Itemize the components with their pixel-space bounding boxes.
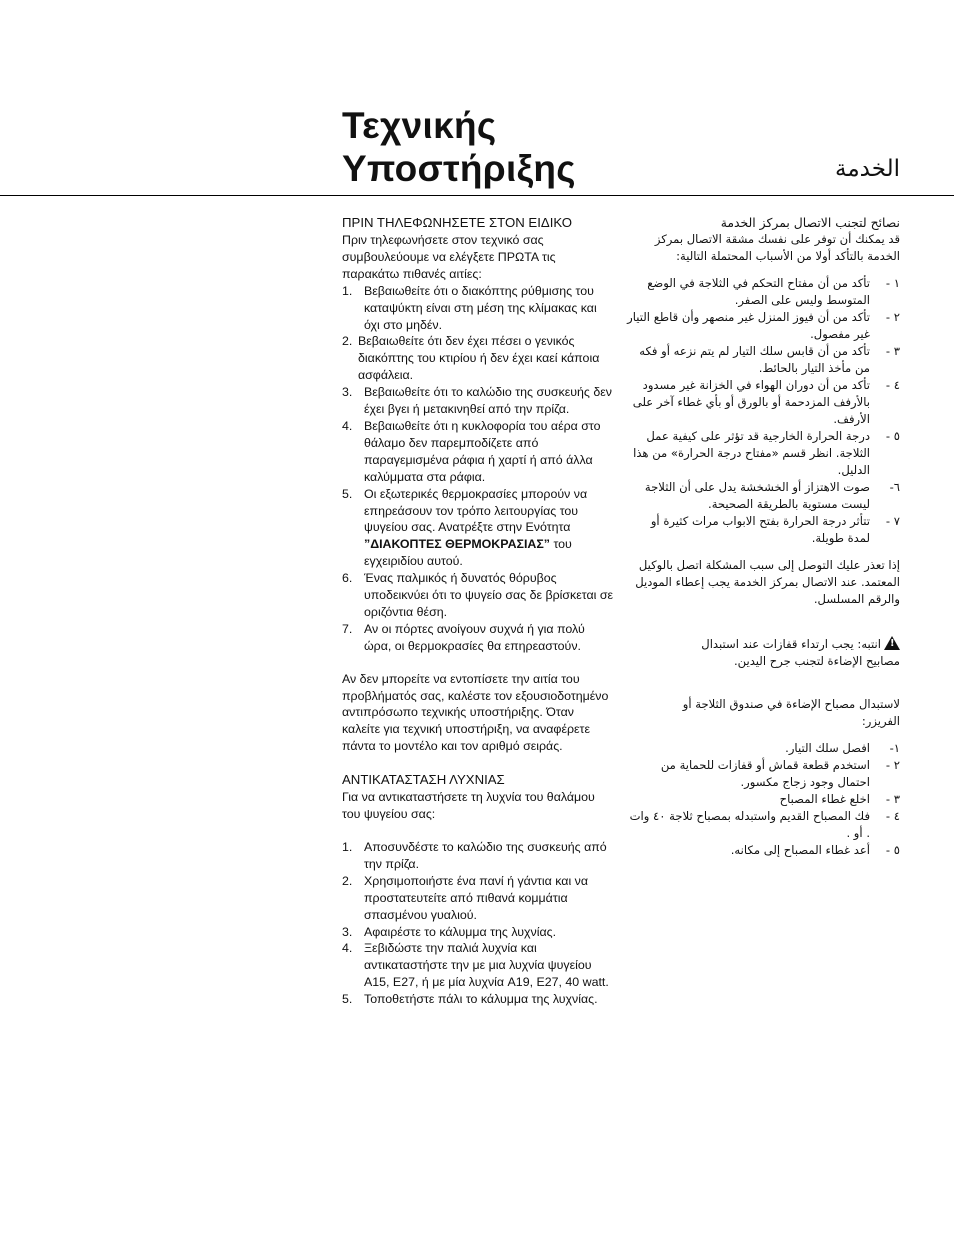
greek-heading-before-calling: ΠΡΙΝ ΤΗΛΕΦΩΝΗΣΕΤΕ ΣΤΟΝ ΕΙΔΙΚΟ <box>342 215 573 230</box>
list-item: 2. Βεβαιωθείτε ότι δεν έχει πέσει ο γενικός διακόπτης του κτιρίου ή δεν έχει καεί κάποια ασφάλεια. <box>342 334 600 383</box>
list-item: ٣ - تأكد من أن قابس سلك التيار لم يتم نزعه أو فكه من مأخذ التيار بالحائط. <box>639 344 900 375</box>
list-item: ٦- صوت الاهتزاز أو الخشخشة يدل على أن الثلاجة ليست مستوية بالطريقة الصحيحة. <box>644 480 900 511</box>
arabic-heading-before-calling: نصائح لتجنب الاتصال بمركز الخدمة <box>720 215 900 230</box>
list-item: ٧ - تتأثر درجة الحرارة بفتح الابواب مرات كثيرة أو لمدة طويلة. <box>650 514 900 545</box>
greek-contact-paragraph: Αν δεν μπορείτε να εντοπίσετε την αιτία του προβλήματός σας, καλέστε τον εξουσιοδοτημένο αντιπρόσωπο τεχνικής υποστήριξης. Όταν καλείτε για τεχνική υποστήριξη, να αναφέρετε πάντα το μοντέλο και τον αριθμό σειράς. <box>342 671 609 754</box>
list-item: 3. Αφαιρέστε το κάλυμμα της λυχνίας. <box>342 924 557 939</box>
list-item: 4. Ξεβιδώστε την παλιά λυχνία και αντικαταστήστε την με μια λυχνία ψυγείου A15, E27, ή με μία λυχνία A19, E27, 40 watt. <box>342 941 609 990</box>
title-line-2: Υποστήριξης <box>342 148 576 189</box>
list-item: 6. Ένας παλμικός ή δυνατός θόρυβος υποδεικνύει ότι το ψυγείο σας δε βρίσκεται σε οριζόντια θέση. <box>342 571 614 619</box>
list-item: ٢ - تأكد من أن فيوز المنزل غير منصهر وأن قاطع التيار غير مفصول. <box>627 310 900 341</box>
list-item: ٥ - أعد غطاء المصباح إلى مكانه. <box>730 843 900 857</box>
greek-lamp-intro: Για να αντικαταστήσετε τη λυχνία του θαλάμου του ψυγείου σας: <box>342 790 595 822</box>
arabic-contact-paragraph: إذا تعذر عليك التوصل إلى سبب المشكلة اتصل بالوكيل المعتمد. عند الاتصال بمركز الخدمة يجب إعطاء الموديل والرقم المسلسل. <box>635 558 900 606</box>
list-item: ٣ - اخلع غطاء المصباح <box>779 792 900 806</box>
list-item: 1. Βεβαιωθείτε ότι ο διακόπτης ρύθμισης του καταψύκτη είναι στη μέση της κλίμακας και όχι στο μηδέν. <box>342 283 597 332</box>
greek-intro: Πριν τηλεφωνήσετε στον τεχνικό σας συμβουλεύουμε να ελέγξετε ΠΡΩΤΑ τις παρακάτω πιθανές αιτίες: <box>342 233 556 281</box>
arabic-column <box>625 214 900 859</box>
arabic-warning: !انتبه: يجب ارتداء قفازات عند استبدال مصابيح الإضاءة لتجنب جرح اليدين. <box>625 636 900 670</box>
list-item: 1. Αποσυνδέστε το καλώδιο της συσκευής από την πρίζα. <box>342 840 607 871</box>
list-item: 3. Βεβαιωθείτε ότι το καλώδιο της συσκευής δεν έχει βγει ή μετακινηθεί από την πρίζα. <box>342 385 612 417</box>
arabic-intro: قد يمكنك أن توفر على نفسك مشقة الاتصال بمركز الخدمة بالتأكد أولا من الأسباب المحتملة التالية: <box>654 232 900 263</box>
greek-heading-lamp-replacement: ΑΝΤΙΚΑΤΑΣΤΑΣΗ ΛΥΧΝΙΑΣ <box>342 772 505 788</box>
page-title-arabic: الخدمة <box>835 156 900 182</box>
list-item: ٢ - استخدم قطعة قماش أو قفازات للحماية من احتمال وجود زجاج مكسور. <box>660 758 900 789</box>
greek-checklist <box>342 283 614 655</box>
arabic-checklist <box>625 275 900 547</box>
arabic-lamp-intro: لاستبدال مصباح الإضاءة في صندوق الثلاجة أو الفريزر: <box>682 697 900 728</box>
greek-column <box>342 214 614 1008</box>
list-item: ٤ - تأكد من أن دوران الهواء في الخزانة غير مسدود بالأرفف المزدحمة أو بالورق أو بأي غطاء آخر على الأرفف. <box>632 378 900 426</box>
arabic-lamp-steps <box>625 740 900 859</box>
list-item: ١- افصل سلك التيار. <box>785 741 900 755</box>
greek-lamp-steps <box>342 839 614 1008</box>
list-item: 2. Χρησιμοποιήστε ένα πανί ή γάντια και να προστατευτείτε από πιθανά κομμάτια σπασμένου γυαλιού. <box>342 873 589 922</box>
list-item: ٥ - درجة الحرارة الخارجية قد تؤثر على كيفية عمل الثلاجة. انظر قسم «مفتاح درجة الحرارة» من هذا الدليل. <box>633 429 900 477</box>
list-item: 5. Οι εξωτερικές θερμοκρασίες μπορούν να επηρεάσουν τον τρόπο λειτουργίας του ψυγείου σας. Ανατρέξτε στην Ενότητα ”ΔΙΑΚΟΠΤΕΣ ΘΕΡΜΟΚΡΑΣΙΑΣ” του εγχειριδίου αυτού. <box>342 486 588 569</box>
list-item: 4. Βεβαιωθείτε ότι η κυκλοφορία του αέρα στο θάλαμο δεν παρεμποδίζετε από παραγεμισμένα ράφια ή χαρτί ή από άλλα καλύμματα στα ράφια. <box>342 418 601 484</box>
list-item: 7. Αν οι πόρτες ανοίγουν συχνά ή για πολύ ώρα, οι θερμοκρασίες θα επηρεαστούν. <box>342 621 585 653</box>
list-item: 5. Τοποθετήστε πάλι το κάλυμμα της λυχνίας. <box>342 992 598 1007</box>
warning-icon <box>884 636 900 650</box>
title-line-1: Τεχνικής <box>342 105 497 146</box>
section-reference: ”ΔΙΑΚΟΠΤΕΣ ΘΕΡΜΟΚΡΑΣΙΑΣ” <box>364 537 550 552</box>
title-divider <box>0 195 954 196</box>
list-item: ٤ - فك المصباح القديم واستبدله بمصباح ثلاجة ٤٠ وات . أو . <box>629 809 900 840</box>
list-item: ١ - تأكد من أن مفتاح التحكم في الثلاجة في الوضع المتوسط وليس على الصفر. <box>647 276 900 307</box>
page-title-greek <box>342 104 642 190</box>
